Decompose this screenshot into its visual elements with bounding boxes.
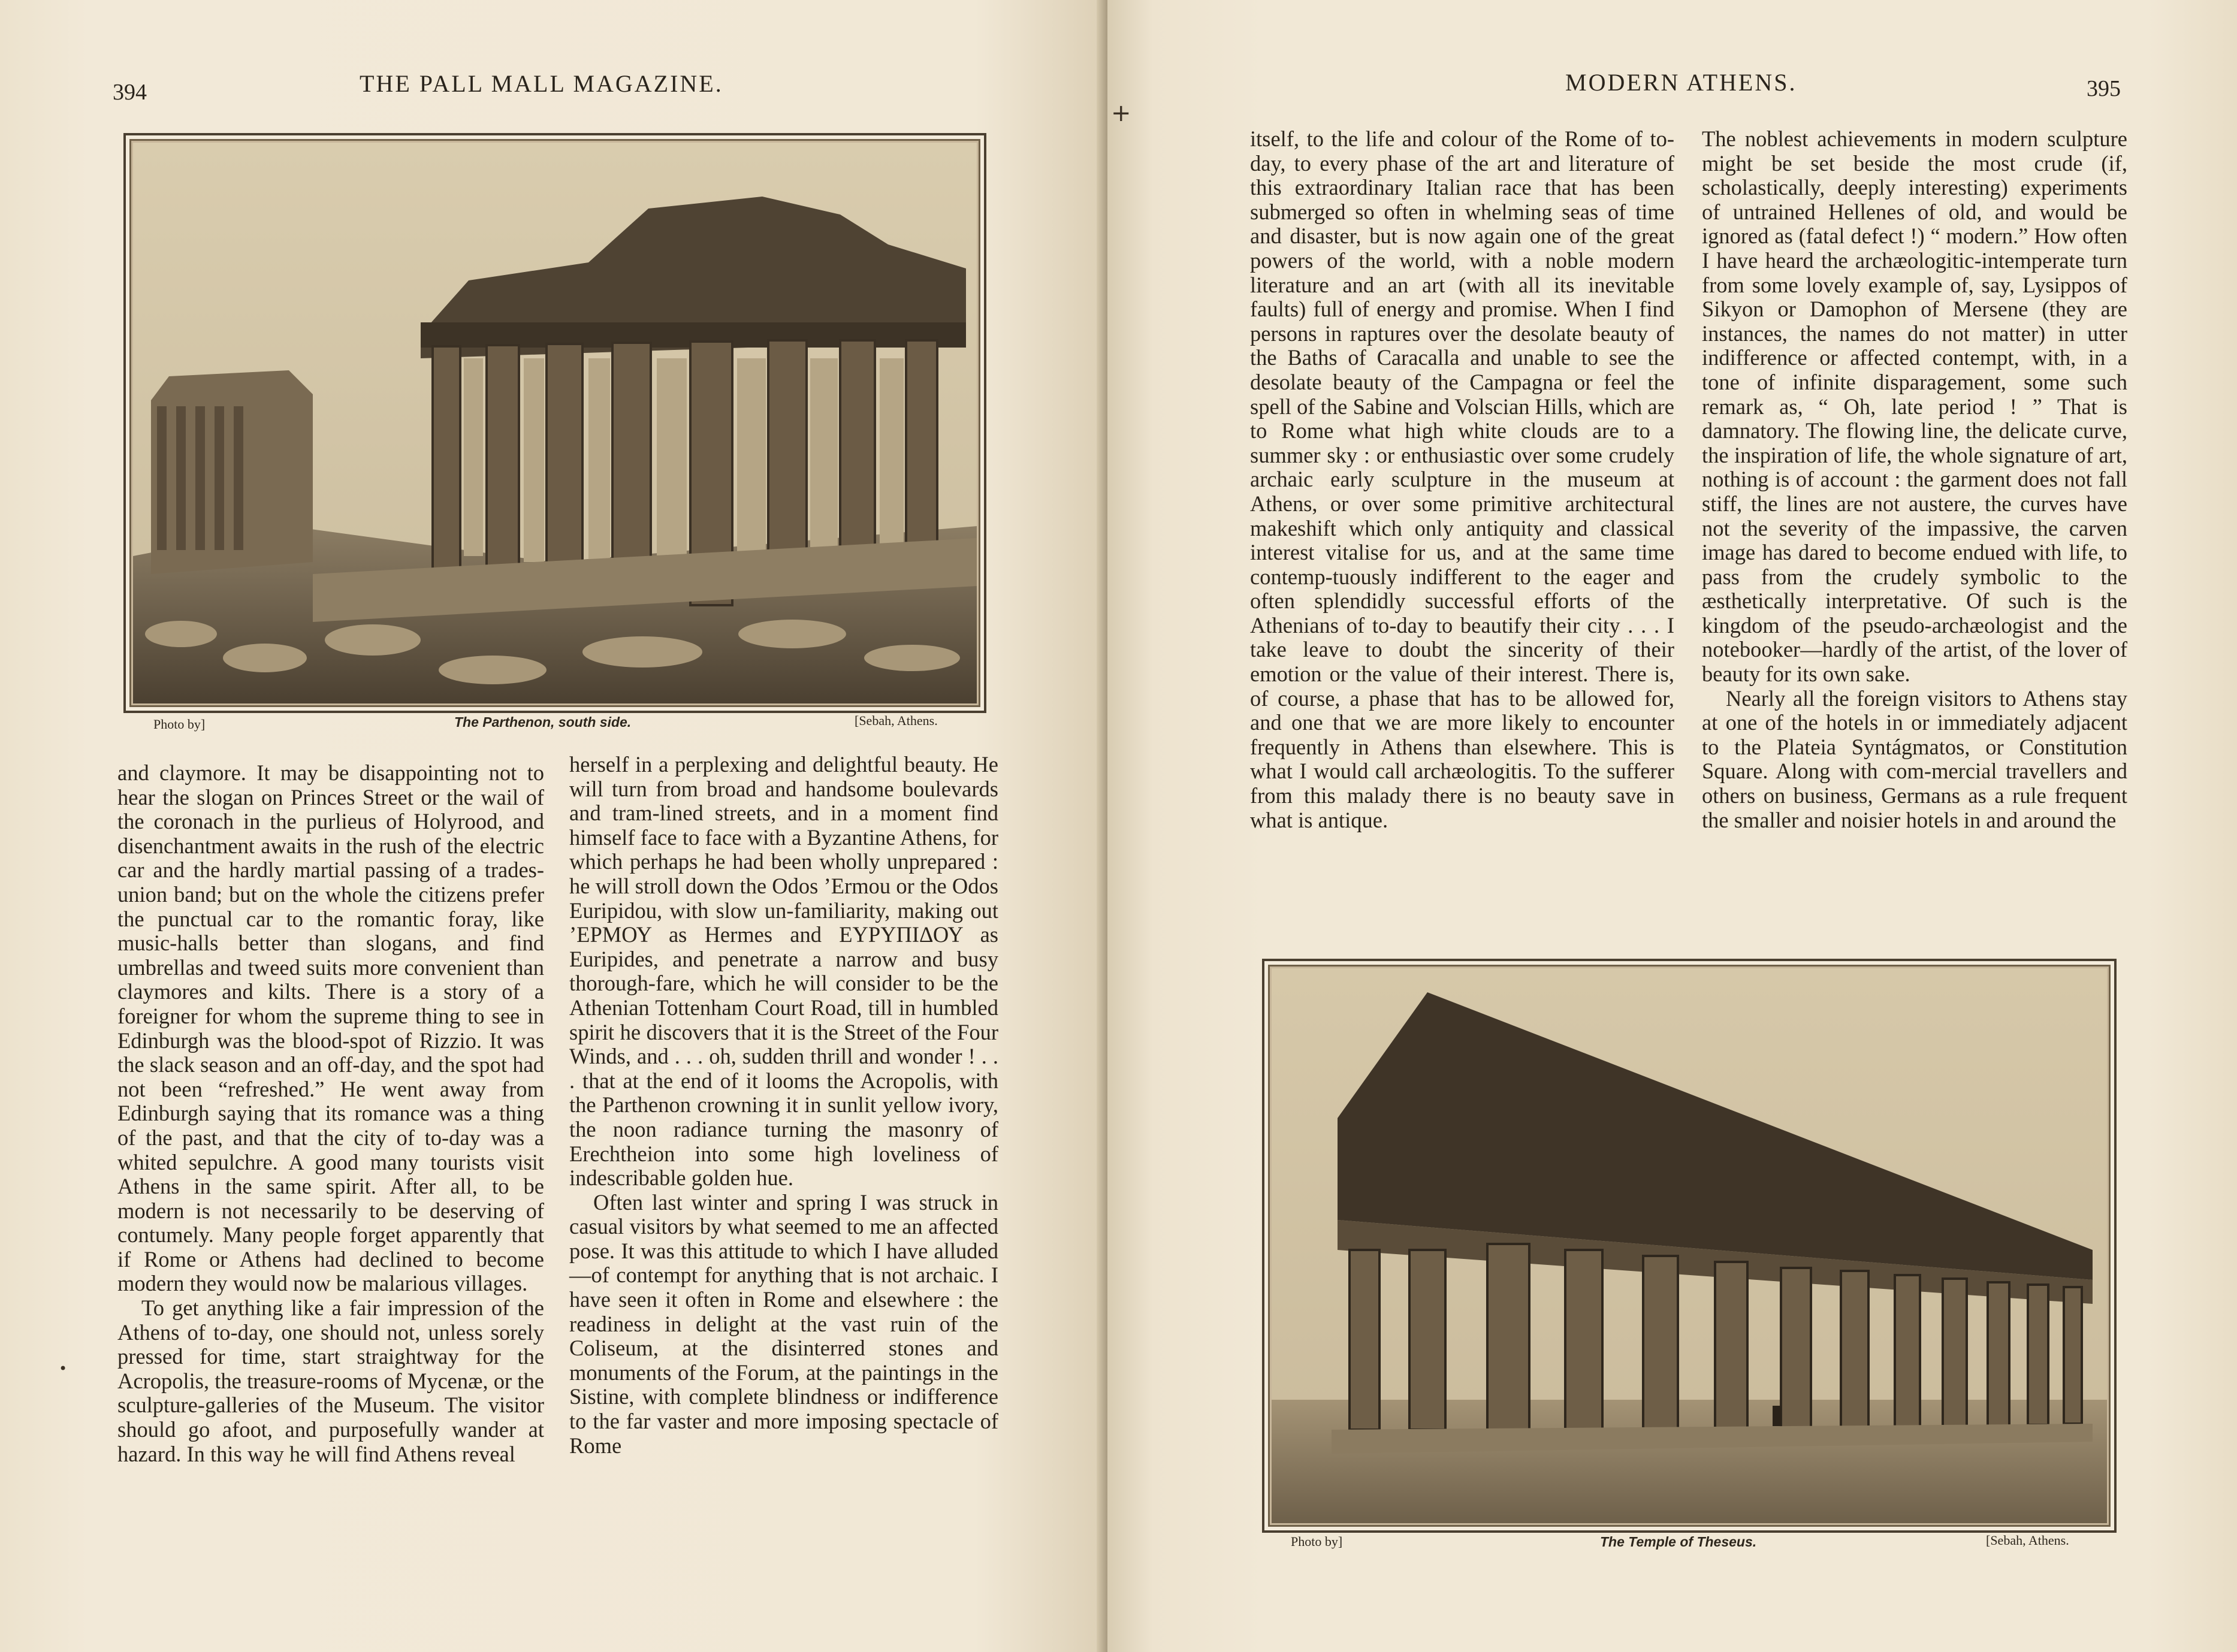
page-number-left: 394 (113, 80, 147, 105)
parthenon-credit-left: Photo by] (153, 717, 206, 732)
paragraph: Nearly all the foreign visitors to Athens stay at one of the hotels in or immediately adjacent to the Plateia Syntágmatos, or Constitution Square. Along with com-mercial travellers and others on business, Germans as a rule frequent the smaller and noisier hotels in and around the (1702, 685, 2127, 832)
theseus-credit-left: Photo by] (1291, 1534, 1343, 1549)
left-page (0, 0, 1107, 1652)
page-number-right: 395 (2087, 76, 2121, 101)
theseus-temple-photograph (1262, 959, 2117, 1533)
theseus-credit-right: [Sebah, Athens. (1986, 1533, 2069, 1548)
right-column-1 (1250, 127, 1674, 832)
page-marker-cross: + (1111, 99, 1131, 127)
parthenon-photograph (123, 133, 986, 713)
right-page (1107, 0, 2237, 1652)
paragraph: itself, to the life and colour of the Rome of to-day, to every phase of the art and literature of this extraordinary Italian race that has been submerged so often in whelming seas of time and disaster, but is now again one of the great powers of the world, with a noble modern literature and an art (with all its inevitable faults) full of energy and promise. When I find persons in raptures over the desolate beauty of the Baths of Caracalla and unable to see the desolate beauty of the Campagna or feel the spell of the Sabine and Volscian Hills, which are to Rome what high white clouds are to a summer sky : or enthusiastic over some crudely archaic early sculpture in the museum at Athens, or over some primitive architectural makeshift which only antiquity and classical interest vitalise for us, and at the same time contemp-tuously indifferent to the eager and often splendidly successful efforts of the Athenians of to-day to beautify their city . . . I take leave to doubt the sincerity of their emotion or the value of their interest. There is, of course, a phase that has to be allowed for, and one that we are more likely to encounter frequently in Athens than elsewhere. This is what I would call archæologitis. To the sufferer from this malady there is no beauty save in what is antique. (1250, 126, 1674, 832)
running-head-left: THE PALL MALL MAGAZINE. (360, 70, 723, 97)
paragraph: herself in a perplexing and delightful beauty. He will turn from broad and handsome boulevards and tram-lined streets, and in a moment find himself face to face with a Byzantine Athens, for which perhaps he had been wholly unprepared : he will stroll down the Odos ’Ermou or the Odos Euripidou, with slow un-familiarity, making out ’ΕΡΜΟΥ as Hermes and ΕΥΡΥΠΙΔΟΥ as Euripides, and penetrate a narrow and busy thorough-fare, which he will consider to be the Athenian Tottenham Court Road, till in humbled spirit he discovers that it is the Street of the Four Winds, and . . . oh, sudden thrill and wonder ! . . . that at the end of it looms the Acropolis, with the Parthenon crowning it in sunlit yellow ivory, the noon radiance turning the masonry of Erechtheion into some high loveliness of indescribable golden hue. (569, 752, 998, 1191)
paragraph: Often last winter and spring I was struck in casual visitors by what seemed to me an affected pose. It was this attitude to which I have alluded—of contempt for anything that is not archaic. I have seen it often in Rome and elsewhere : the readiness in delight at the vast ruin of the Coliseum, at the disinterred stones and monuments of the Forum, at the paintings in the Sistine, with complete blindness or indifference to the far vaster and more imposing spectacle of Rome (569, 1189, 998, 1458)
theseus-caption: The Temple of Theseus. (1600, 1534, 1757, 1550)
theseus-photo-image (1272, 968, 2107, 1523)
left-column-2 (569, 753, 998, 1458)
parthenon-photo-image (133, 143, 977, 703)
paragraph: The noblest achievements in modern sculpture might be set beside the most crude (if, scholastically, deeply interesting) experiments of untrained Hellenes of old, and would be ignored as (fatal defect !) “ modern.” How often I have heard the archæologitic-intemperate turn from some lovely example of, say, Lysippos of Sikyon or Damophon of Mersene (they are instances, the names do not matter) in utter indifference or affected contempt, with, in a tone of infinite disparagement, some such remark as, “ Oh, late period ! ” That is damnatory. The flowing line, the delicate curve, the inspiration of life, the whole signature of art, nothing is of account : the garment does not fall stiff, the lines are not austere, the curves have not the severity of the impassive, the carven image has dared to become endued with life, to pass from the crudely symbolic to the æsthetically interpretative. Of such is the kingdom of the pseudo-archæologist and the notebooker—hardly of the artist, of the lover of beauty for its own sake. (1702, 126, 2127, 687)
paragraph: and claymore. It may be disappointing not to hear the slogan on Princes Street or the wail of the coronach in the purlieus of Holyrood, and disenchantment awaits in the rush of the electric car and the hardly martial passing of a trades-union band; but on the whole the citizens prefer the punctual car to the romantic foray, like music-halls better than slogans, and find umbrellas and tweed suits more convenient than claymores and kilts. There is a story of a foreigner for whom the supreme thing to see in Edinburgh was the blood-spot of Rizzio. It was the slack season and an off-day, and the spot had not been “refreshed.” He went away from Edinburgh saying that its romance was a thing of the past, and that the city of to-day was a whited sepulchre. A good many tourists visit Athens in the same spirit. After all, to be modern is not necessarily to be deserving of contumely. Many people forget apparently that if Rome or Athens had declined to become modern they would now be malarious villages. (117, 760, 544, 1296)
parthenon-caption: The Parthenon, south side. (454, 714, 632, 730)
ink-spot: • (59, 1360, 68, 1377)
right-column-2 (1702, 127, 2127, 832)
parthenon-credit-right: [Sebah, Athens. (855, 713, 938, 728)
paragraph: To get anything like a fair impression of the Athens of to-day, one should not, unless sorely pressed for time, start straightway for the Acropolis, the treasure-rooms of Mycenæ, or the sculpture-galleries of the Museum. The visitor should go afoot, and purposefully wander at hazard. In this way he will find Athens reveal (117, 1295, 544, 1466)
running-head-right: MODERN ATHENS. (1565, 69, 1797, 96)
left-column-1 (117, 761, 544, 1466)
